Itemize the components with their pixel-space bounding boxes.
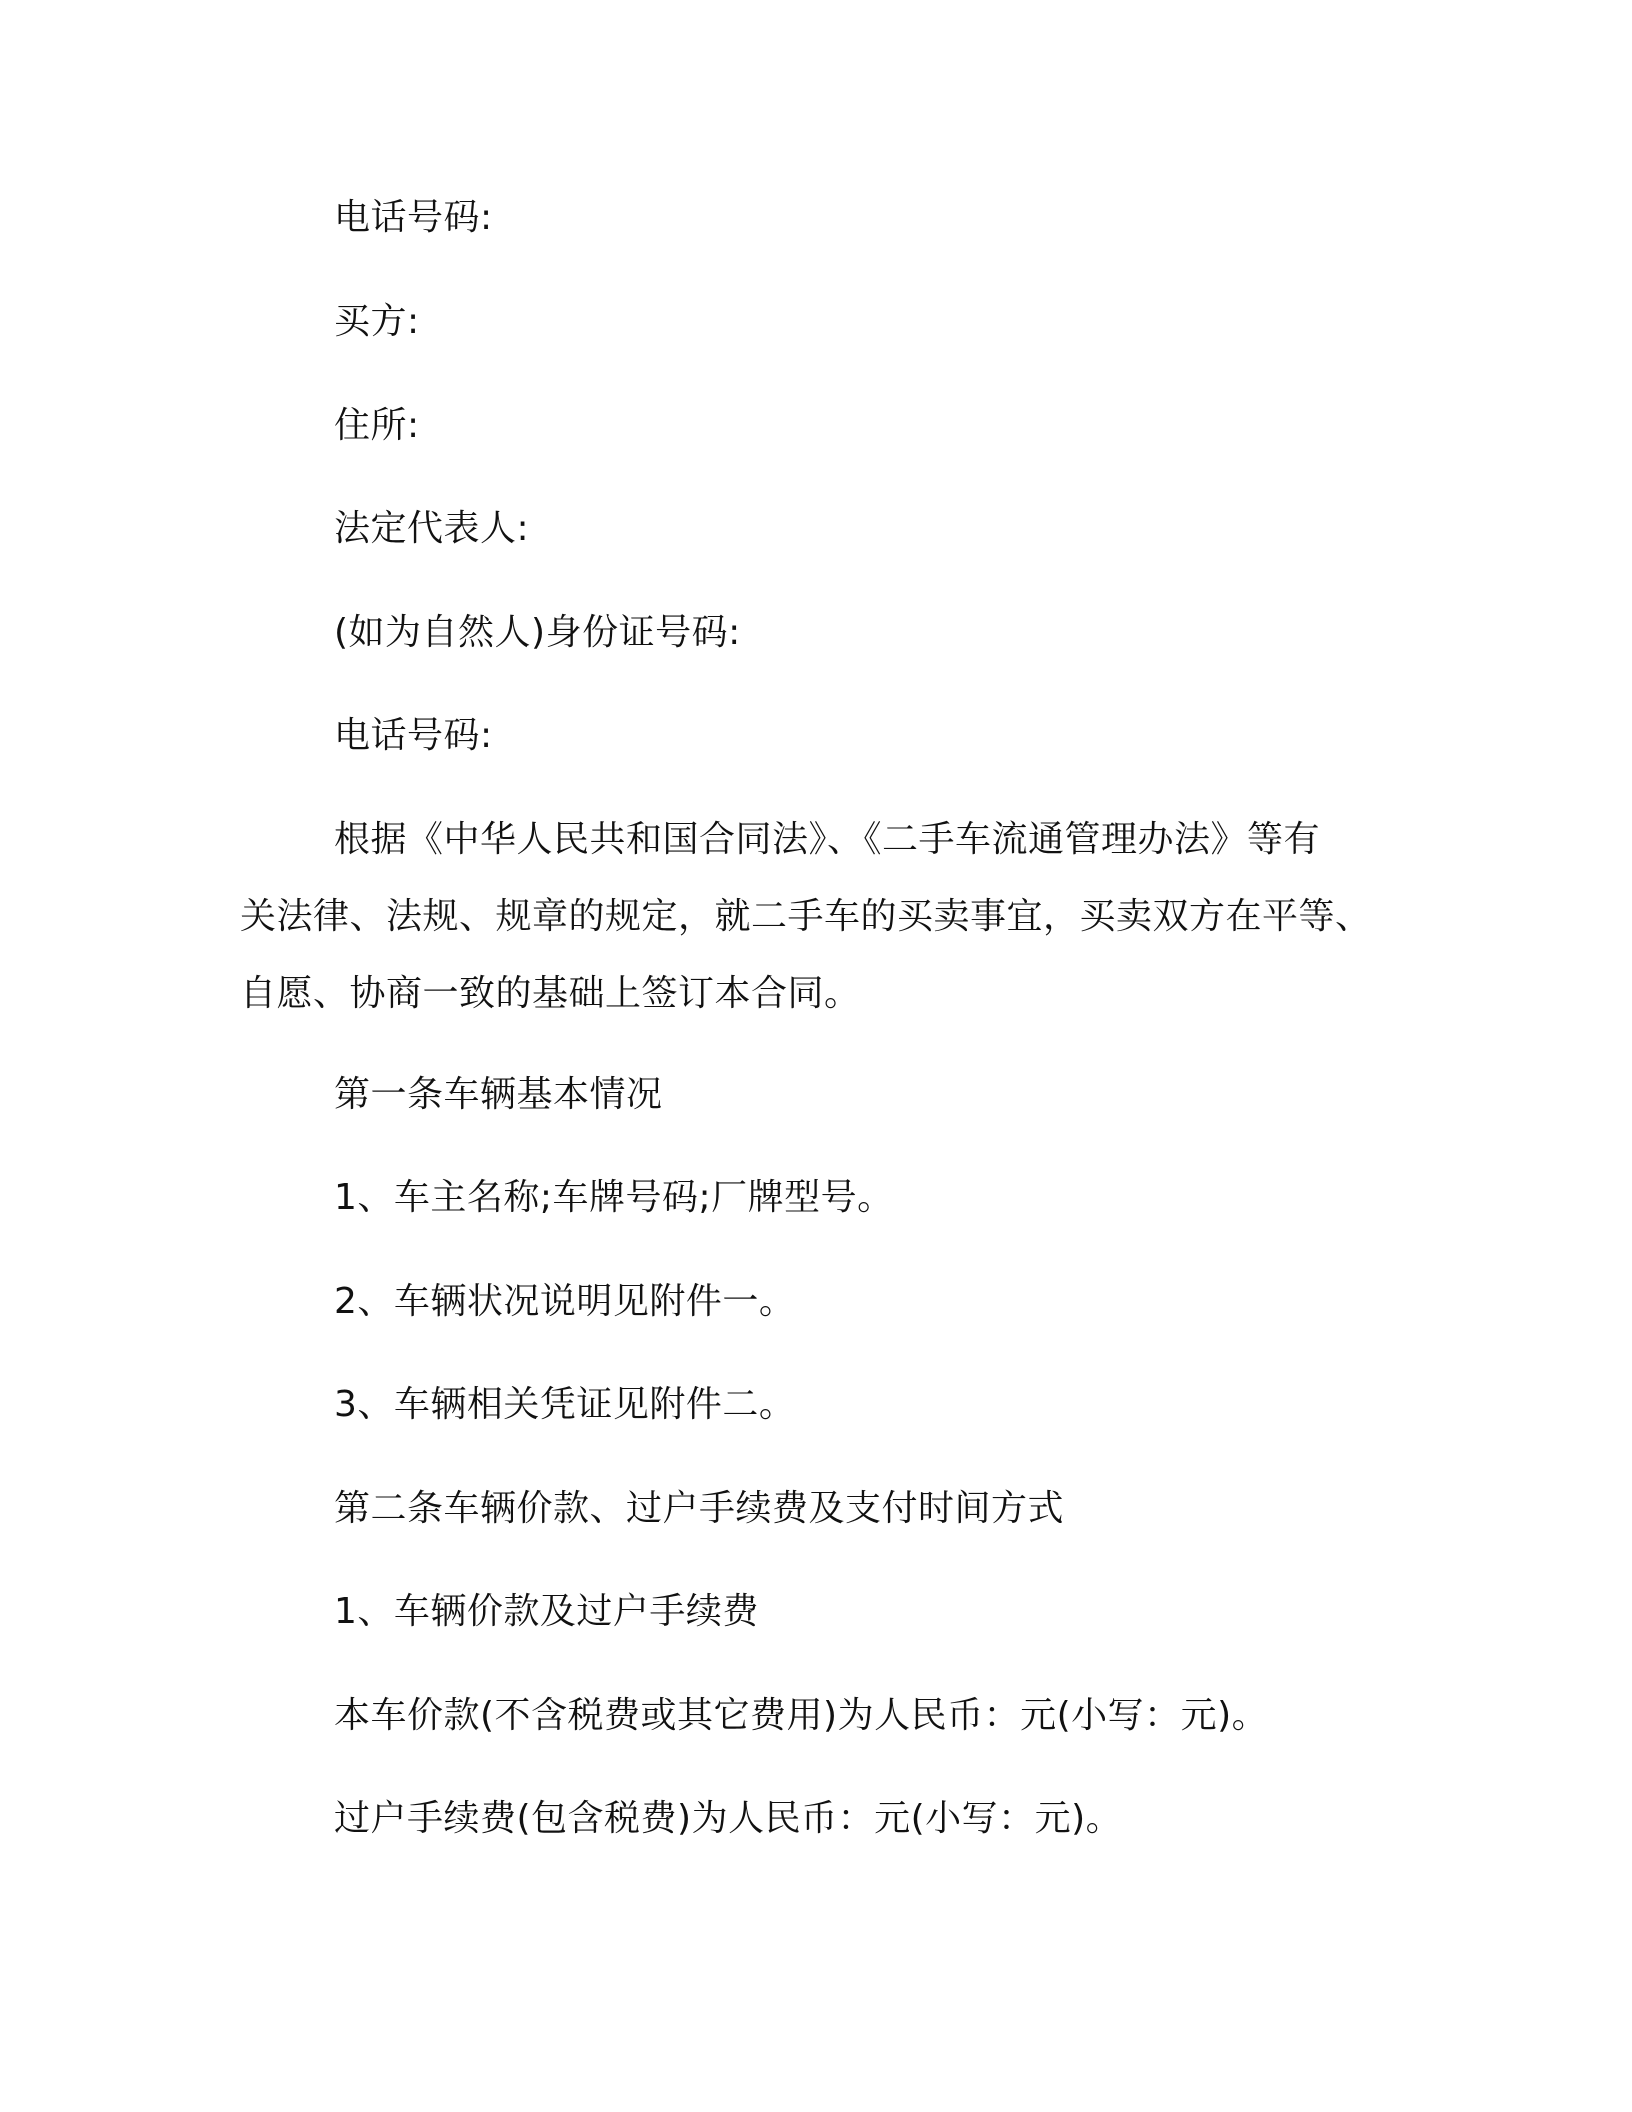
buyer-phone-label: 电话号码: <box>334 715 493 756</box>
article-1-item-2: 2、车辆状况说明见附件一。 <box>334 1281 796 1322</box>
article-1-item-1: 1、车主名称;车牌号码;厂牌型号。 <box>334 1177 894 1218</box>
article-2-heading: 第二条车辆价款、过户手续费及支付时间方式 <box>334 1488 1065 1529</box>
preamble-line-3: 自愿、协商一致的基础上签订本合同。 <box>240 973 861 1014</box>
preamble-line-2: 关法律、法规、规章的规定，就二手车的买卖事宜，买卖双方在平等、 <box>240 896 1372 937</box>
article-1-item-3: 3、车辆相关凭证见附件二。 <box>334 1384 796 1425</box>
article-1-heading: 第一条车辆基本情况 <box>334 1074 663 1115</box>
transfer-fee-clause: 过户手续费(包含税费)为人民币：元(小写：元)。 <box>334 1798 1123 1839</box>
buyer-id-number-label: (如为自然人)身份证号码: <box>334 612 741 653</box>
buyer-address-label: 住所: <box>334 405 420 446</box>
seller-phone-label: 电话号码: <box>334 197 493 238</box>
vehicle-price-clause: 本车价款(不含税费或其它费用)为人民币：元(小写：元)。 <box>334 1695 1269 1736</box>
preamble-line-1: 根据《中华人民共和国合同法》、《二手车流通管理办法》等有 <box>334 819 1321 860</box>
buyer-legal-rep-label: 法定代表人: <box>334 508 530 549</box>
article-2-item-1: 1、车辆价款及过户手续费 <box>334 1591 759 1632</box>
buyer-label: 买方: <box>334 301 420 342</box>
